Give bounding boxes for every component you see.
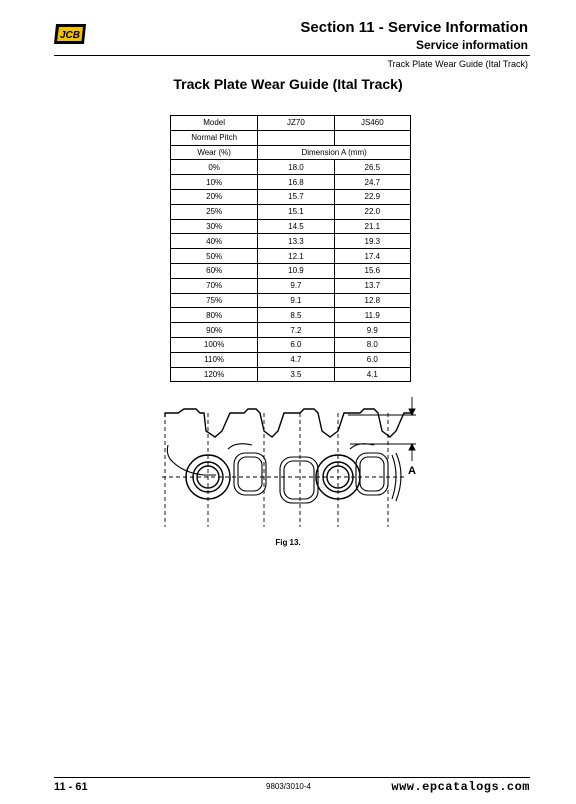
jz70-cell: 7.2: [258, 323, 334, 338]
dimension-label: Dimension A (mm): [258, 145, 411, 160]
jz70-cell: 9.1: [258, 293, 334, 308]
table-header-row: [171, 116, 411, 131]
js460-cell: 26.5: [334, 160, 410, 175]
pitch-label: Normal Pitch: [171, 130, 258, 145]
wear-cell: 10%: [171, 175, 258, 190]
table-row: [171, 234, 411, 249]
js460-cell: 13.7: [334, 278, 410, 293]
wear-cell: 25%: [171, 204, 258, 219]
track-plate-figure: [160, 395, 430, 535]
footer-website: www.epcatalogs.com: [391, 780, 530, 794]
jz70-cell: 9.7: [258, 278, 334, 293]
table-row: [171, 278, 411, 293]
jz70-cell: 15.1: [258, 204, 334, 219]
wear-cell: 40%: [171, 234, 258, 249]
header-cell-model: Model: [171, 116, 258, 131]
wear-cell: 20%: [171, 189, 258, 204]
js460-cell: 22.9: [334, 189, 410, 204]
table-pitch-row: [171, 130, 411, 145]
jcb-logo-text: JCB: [59, 30, 81, 41]
wear-cell: 90%: [171, 323, 258, 338]
js460-cell: 24.7: [334, 175, 410, 190]
footer-page-number: 11 - 61: [54, 781, 88, 793]
wear-table: [170, 115, 411, 382]
wear-cell: 0%: [171, 160, 258, 175]
wear-cell: 30%: [171, 219, 258, 234]
jz70-cell: 12.1: [258, 249, 334, 264]
wear-label: Wear (%): [171, 145, 258, 160]
dimension-a-label: A: [408, 465, 416, 477]
header-divider: [54, 55, 530, 56]
table-row: [171, 189, 411, 204]
header-cell-js460: JS460: [334, 116, 410, 131]
track-link-outline: [167, 444, 401, 503]
pitch-jz70: [258, 130, 334, 145]
jz70-cell: 8.5: [258, 308, 334, 323]
jz70-cell: 10.9: [258, 263, 334, 278]
js460-cell: 19.3: [334, 234, 410, 249]
wear-cell: 100%: [171, 337, 258, 352]
table-row: [171, 249, 411, 264]
table-row: [171, 293, 411, 308]
header-topic: Track Plate Wear Guide (Ital Track): [387, 59, 528, 69]
wear-cell: 75%: [171, 293, 258, 308]
section-subtitle: Service information: [415, 38, 528, 52]
js460-cell: 6.0: [334, 352, 410, 367]
js460-cell: 21.1: [334, 219, 410, 234]
jcb-logo: [52, 22, 88, 46]
wear-cell: 60%: [171, 263, 258, 278]
figure-caption: Fig 13.: [275, 538, 301, 547]
jz70-cell: 16.8: [258, 175, 334, 190]
jz70-cell: 14.5: [258, 219, 334, 234]
js460-cell: 8.0: [334, 337, 410, 352]
js460-cell: 12.8: [334, 293, 410, 308]
table-row: [171, 204, 411, 219]
pitch-js460: [334, 130, 410, 145]
table-row: [171, 367, 411, 382]
table-row: [171, 337, 411, 352]
track-grouser-outline: [165, 409, 412, 437]
footer-doc-ref: 9803/3010-4: [266, 782, 311, 791]
table-row: [171, 308, 411, 323]
jz70-cell: 4.7: [258, 352, 334, 367]
js460-cell: 9.9: [334, 323, 410, 338]
wear-cell: 110%: [171, 352, 258, 367]
footer-divider: [54, 777, 530, 778]
js460-cell: 11.9: [334, 308, 410, 323]
js460-cell: 17.4: [334, 249, 410, 264]
page-title: Track Plate Wear Guide (Ital Track): [173, 76, 403, 92]
table-row: [171, 323, 411, 338]
table-row: [171, 263, 411, 278]
wear-cell: 120%: [171, 367, 258, 382]
jz70-cell: 18.0: [258, 160, 334, 175]
section-title: Section 11 - Service Information: [300, 19, 528, 36]
js460-cell: 15.6: [334, 263, 410, 278]
wear-cell: 70%: [171, 278, 258, 293]
table-wear-header-row: [171, 145, 411, 160]
js460-cell: 4.1: [334, 367, 410, 382]
jz70-cell: 13.3: [258, 234, 334, 249]
jz70-cell: 15.7: [258, 189, 334, 204]
table-row: [171, 219, 411, 234]
jz70-cell: 3.5: [258, 367, 334, 382]
table-row: [171, 175, 411, 190]
header-cell-jz70: JZ70: [258, 116, 334, 131]
jz70-cell: 6.0: [258, 337, 334, 352]
wear-cell: 80%: [171, 308, 258, 323]
table-row: [171, 352, 411, 367]
js460-cell: 22.0: [334, 204, 410, 219]
table-row: [171, 160, 411, 175]
wear-cell: 50%: [171, 249, 258, 264]
